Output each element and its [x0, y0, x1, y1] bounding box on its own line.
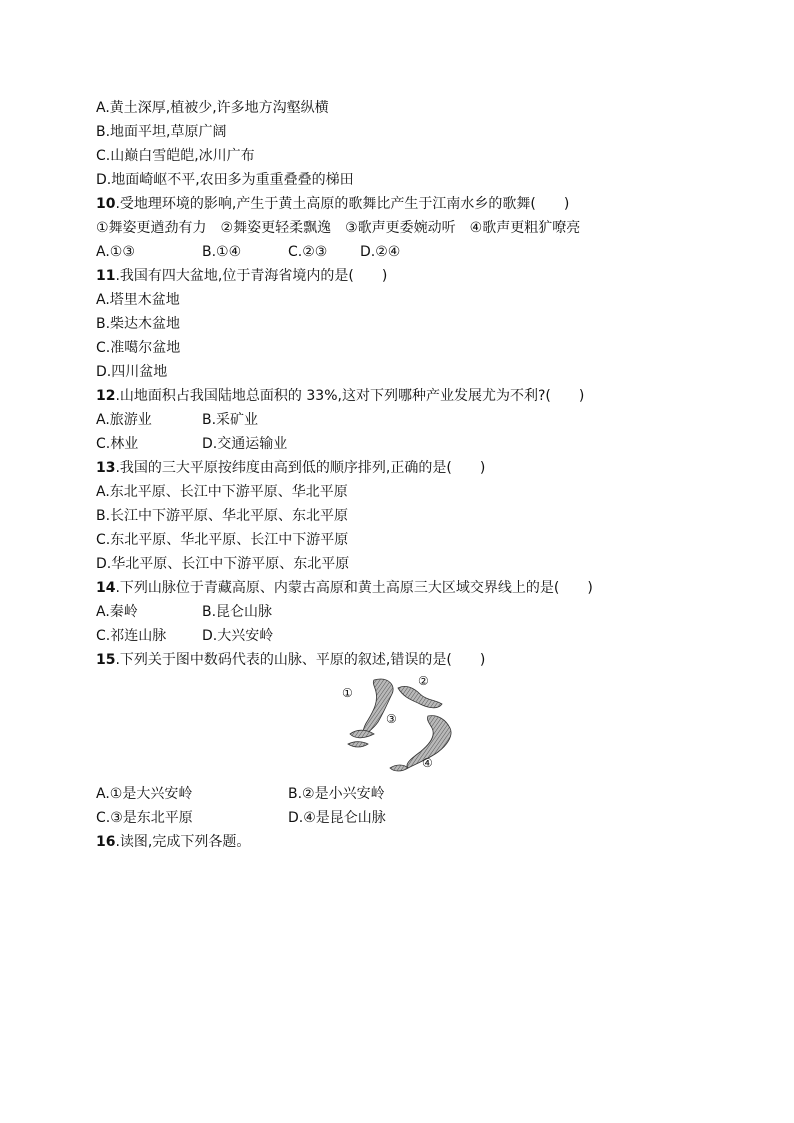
q13-stem	[96, 456, 716, 480]
q10-option-c: C.②③	[288, 244, 328, 260]
q10-option-a: A.①③	[96, 244, 135, 260]
q15-options-row2	[96, 806, 716, 830]
q11-option-b: B.柴达木盆地	[96, 316, 181, 332]
q10-stem-text: .受地理环境的影响,产生于黄土高原的歌舞比产生于江南水乡的歌舞( )	[115, 196, 570, 212]
q11-stem	[96, 264, 716, 288]
q11-option-d: D.四川盆地	[96, 364, 168, 380]
q15-option-d: D.④是昆仑山脉	[288, 810, 386, 826]
q12-option-a: A.旅游业	[96, 412, 152, 428]
q11-number: 11	[96, 268, 116, 284]
q14-stem-text: .下列山脉位于青藏高原、内蒙古高原和黄土高原三大区域交界线上的是( )	[115, 580, 593, 596]
q9-option-b: B.地面平坦,草原广阔	[96, 124, 227, 140]
q12-stem	[96, 384, 716, 408]
mountain-relief-map	[334, 672, 474, 782]
figure-label-1: ①	[342, 686, 353, 700]
q10-option-d: D.②④	[360, 244, 401, 260]
q10-items: ①舞姿更遒劲有力 ②舞姿更轻柔飘逸 ③歌声更委婉动听 ④歌声更粗犷嘹亮	[96, 220, 581, 236]
q12-option-b: B.采矿业	[202, 412, 259, 428]
q13-stem-text: .我国的三大平原按纬度由高到低的顺序排列,正确的是( )	[115, 460, 486, 476]
q12-options-row1	[96, 408, 716, 432]
q14-number: 14	[96, 580, 116, 596]
q15-number: 15	[96, 652, 116, 668]
q14-option-d: D.大兴安岭	[202, 628, 274, 644]
q11-option-a: A.塔里木盆地	[96, 292, 180, 308]
q12-stem-text: .山地面积占我国陆地总面积的 33%,这对下列哪种产业发展尤为不利?( )	[115, 388, 585, 404]
q9-option-a: A.黄土深厚,植被少,许多地方沟壑纵横	[96, 100, 329, 116]
q13-option-d: D.华北平原、长江中下游平原、东北平原	[96, 556, 350, 572]
q16-number: 16	[96, 834, 116, 850]
q14-options-row2	[96, 624, 716, 648]
q12-option-d: D.交通运输业	[202, 436, 288, 452]
q9-option-c: C.山巅白雪皑皑,冰川广布	[96, 148, 255, 164]
figure-label-3: ③	[386, 712, 397, 726]
mountain-range-3b	[348, 742, 368, 747]
mountain-range-2	[398, 686, 442, 707]
q15-option-c: C.③是东北平原	[96, 810, 193, 826]
q10-option-b: B.①④	[202, 244, 242, 260]
q9-option-d: D.地面崎岖不平,农田多为重重叠叠的梯田	[96, 172, 354, 188]
q16-stem	[96, 830, 716, 854]
q15-options-row1	[96, 782, 716, 806]
q14-option-b: B.昆仑山脉	[202, 604, 273, 620]
mountain-range-3	[350, 730, 374, 738]
q13-option-c: C.东北平原、华北平原、长江中下游平原	[96, 532, 349, 548]
q14-option-a: A.秦岭	[96, 604, 138, 620]
q13-number: 13	[96, 460, 116, 476]
mountain-range-1	[363, 679, 393, 736]
q14-options-row1	[96, 600, 716, 624]
q12-option-c: C.林业	[96, 436, 139, 452]
q15-option-b: B.②是小兴安岭	[288, 786, 385, 802]
figure-label-4: ④	[422, 756, 433, 770]
mountain-range-4b	[390, 765, 408, 771]
q10-options	[96, 240, 716, 264]
q15-stem	[96, 648, 716, 672]
q12-options-row2	[96, 432, 716, 456]
q13-option-a: A.东北平原、长江中下游平原、华北平原	[96, 484, 348, 500]
q10-number: 10	[96, 196, 116, 212]
q13-option-b: B.长江中下游平原、华北平原、东北平原	[96, 508, 349, 524]
exam-page	[96, 96, 716, 854]
q16-stem-text: .读图,完成下列各题。	[115, 834, 251, 850]
mountain-map-figure	[96, 672, 716, 782]
q15-stem-text: .下列关于图中数码代表的山脉、平原的叙述,错误的是( )	[115, 652, 486, 668]
q10-stem	[96, 192, 716, 216]
q14-option-c: C.祁连山脉	[96, 628, 167, 644]
q11-stem-text: .我国有四大盆地,位于青海省境内的是( )	[115, 268, 388, 284]
q12-number: 12	[96, 388, 116, 404]
q14-stem	[96, 576, 716, 600]
q11-option-c: C.准噶尔盆地	[96, 340, 181, 356]
figure-label-2: ②	[418, 674, 429, 688]
q15-option-a: A.①是大兴安岭	[96, 786, 193, 802]
